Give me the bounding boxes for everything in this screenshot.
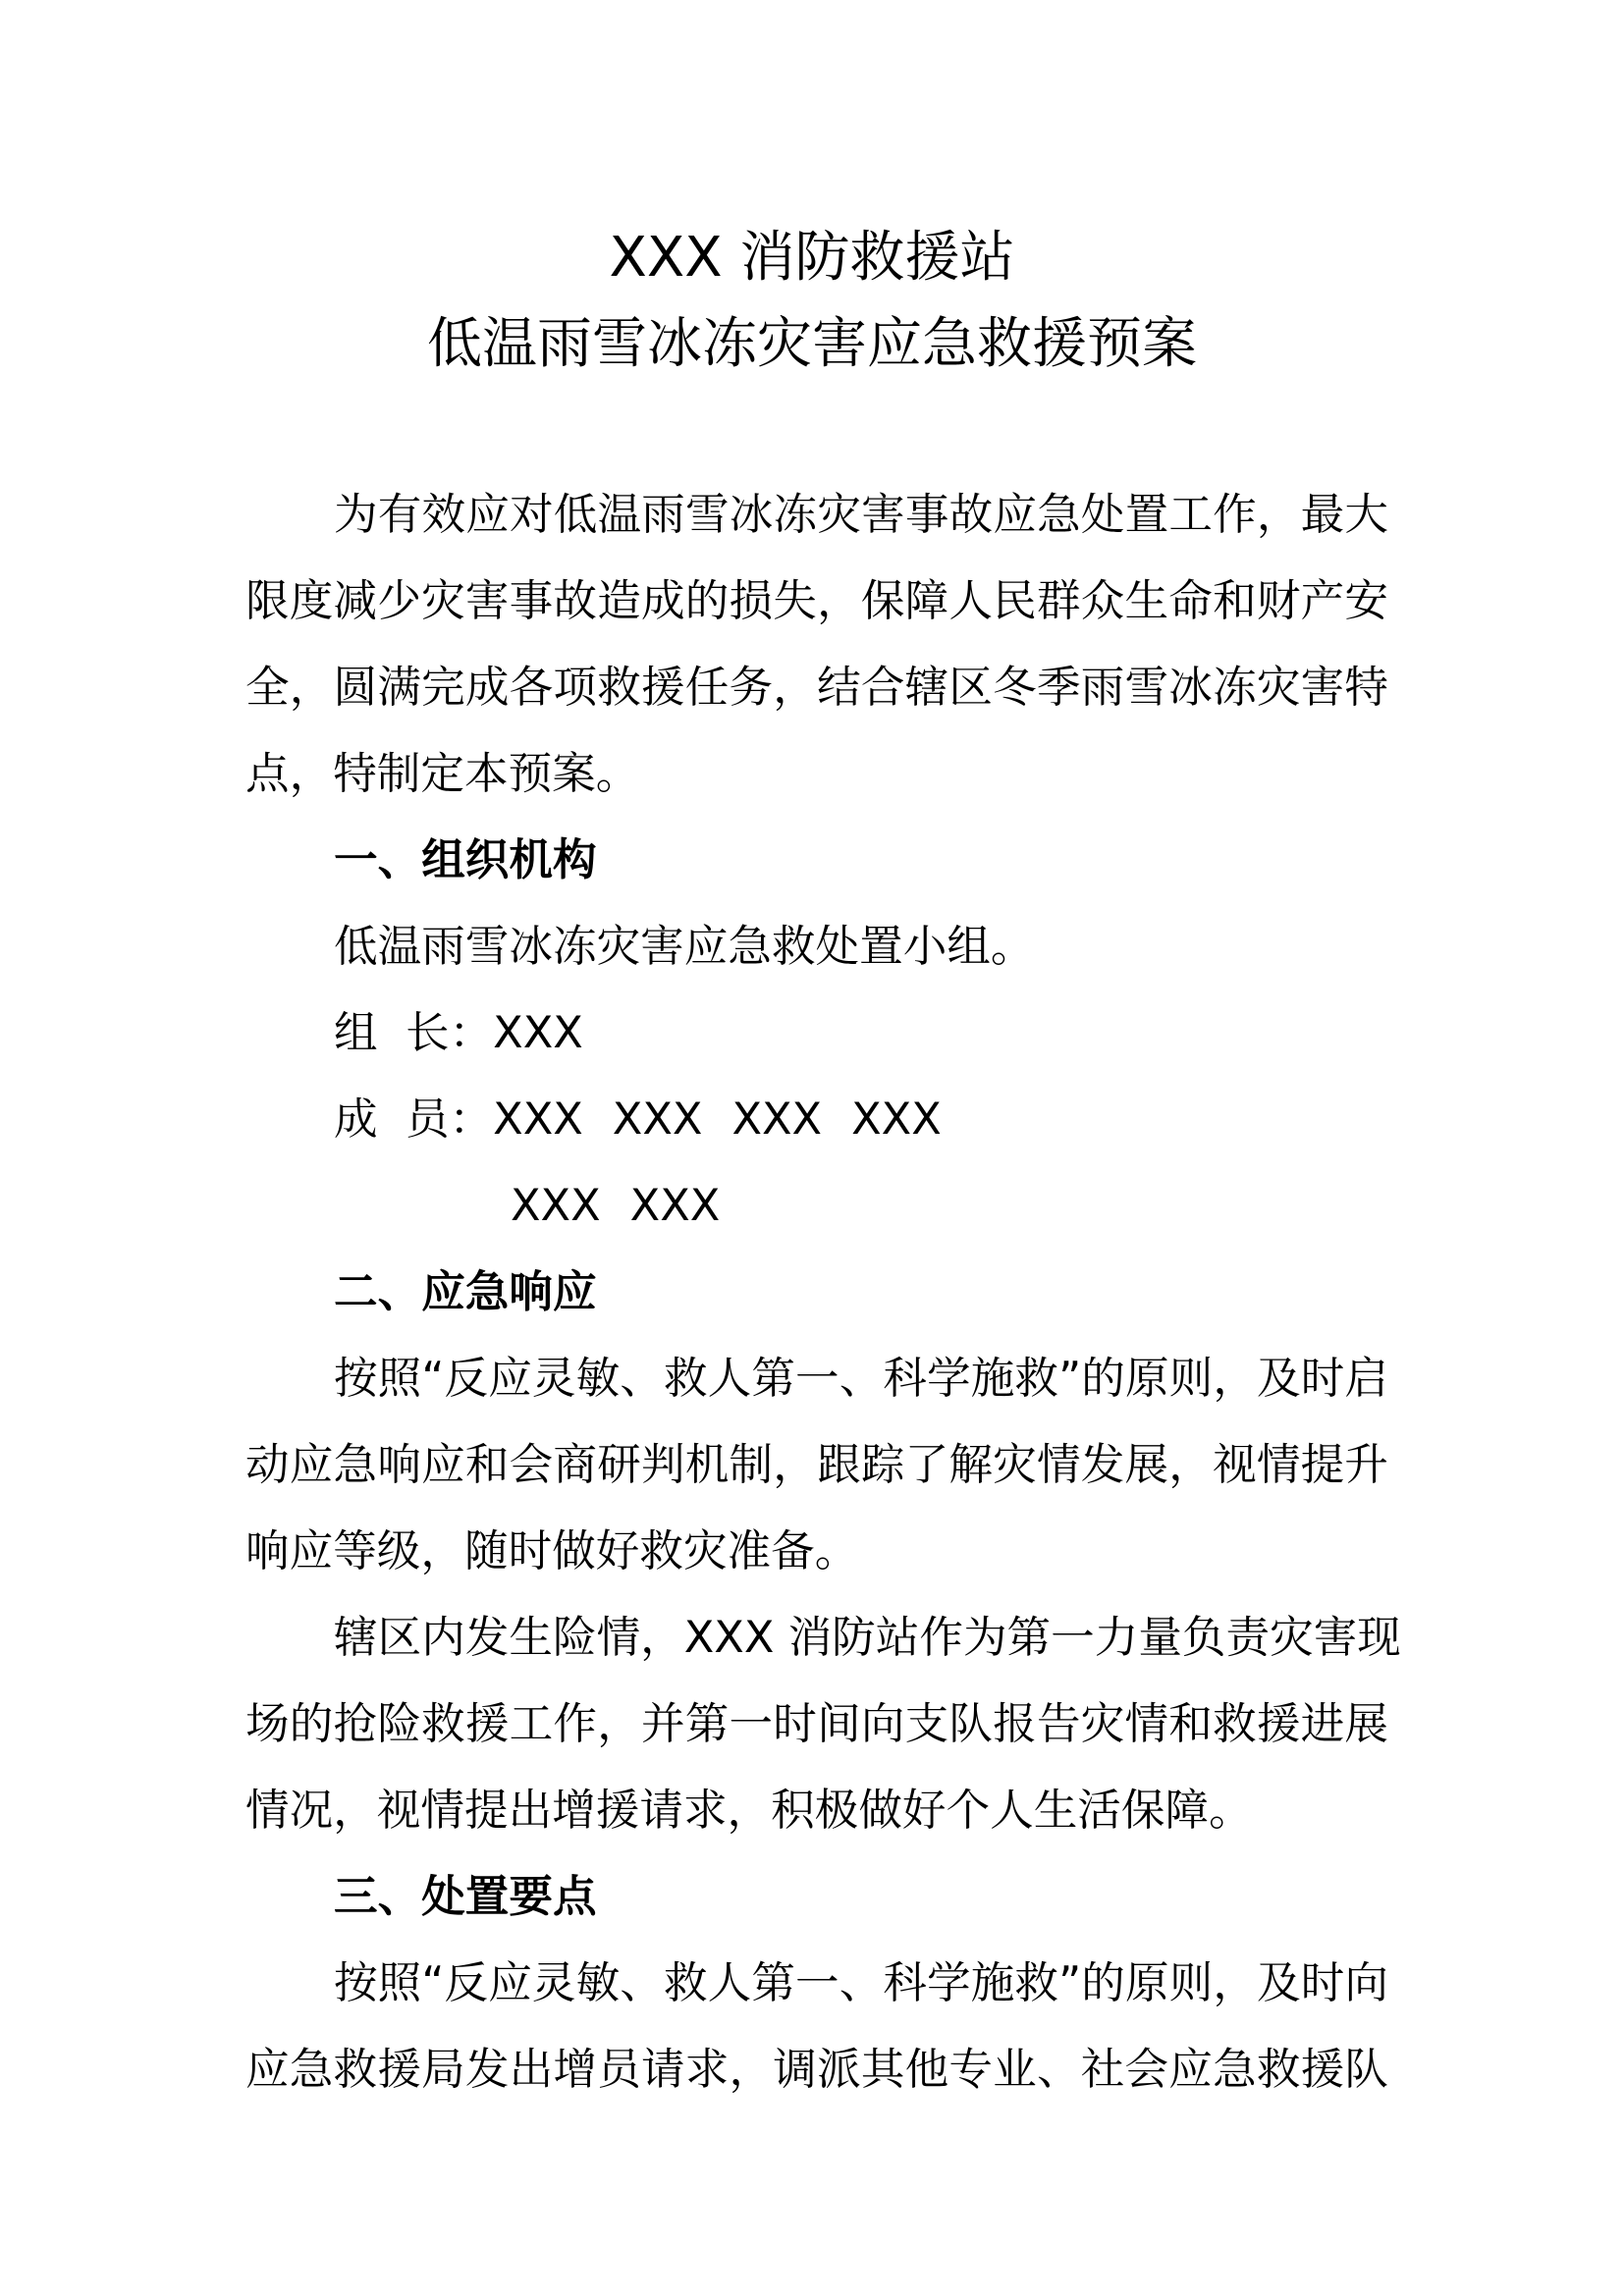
members-line-1 — [245, 1090, 1388, 1148]
leader-name: XXX — [493, 1007, 583, 1058]
member-name: XXX — [851, 1094, 942, 1145]
title-line-1: XXX 消防救援站 — [609, 226, 1015, 290]
intro-line-1: 为有效应对低温雨雪冰冻灾害事故应急处置工作，最大 — [334, 489, 1388, 540]
section2-para1-line-1: 按照“反应灵敏、救人第一、科学施救”的原则，及时启 — [334, 1353, 1388, 1404]
title-line-2: 低温雨雪冰冻灾害应急救援预案 — [427, 312, 1197, 376]
intro-line-4: 点，特制定本预案。 — [245, 748, 640, 799]
member-name: XXX — [731, 1094, 823, 1145]
leader-label: 组 长： — [334, 1007, 494, 1058]
section1-heading: 一、组织机构 — [334, 834, 597, 885]
section2-para2-line-3: 情况，视情提出增援请求，积极做好个人生活保障。 — [245, 1785, 1253, 1836]
members-line-2 — [511, 1176, 1394, 1235]
leader-line — [245, 1003, 1388, 1062]
section3-heading: 三、处置要点 — [334, 1871, 597, 1922]
section2-para2-line-2: 场的抢险救援工作，并第一时间向支队报告灾情和救援进展 — [245, 1698, 1388, 1749]
member-name: XXX — [493, 1094, 583, 1145]
member-name: XXX — [629, 1180, 721, 1231]
section2-para1-line-2: 动应急响应和会商研判机制，跟踪了解灾情发展，视情提升 — [245, 1439, 1388, 1490]
section2-para1-line-3: 响应等级，随时做好救灾准备。 — [245, 1525, 859, 1576]
intro-line-2: 限度减少灾害事故造成的损失，保障人民群众生命和财产安 — [245, 575, 1388, 626]
intro-line-3: 全，圆满完成各项救援任务，结合辖区冬季雨雪冰冻灾害特 — [245, 662, 1388, 713]
member-name: XXX — [612, 1094, 703, 1145]
members-label: 成 员： — [334, 1094, 494, 1145]
section3-para1-line-1: 按照“反应灵敏、救人第一、科学施救”的原则，及时向 — [334, 1957, 1388, 2008]
section3-para1-line-2: 应急救援局发出增员请求，调派其他专业、社会应急救援队 — [245, 2044, 1388, 2095]
member-name: XXX — [511, 1180, 601, 1231]
section2-heading: 二、应急响应 — [334, 1266, 597, 1317]
group-name: 低温雨雪冰冻灾害应急救处置小组。 — [334, 921, 1035, 972]
section2-para2-line-1: 辖区内发生险情，XXX 消防站作为第一力量负责灾害现 — [334, 1612, 1401, 1663]
